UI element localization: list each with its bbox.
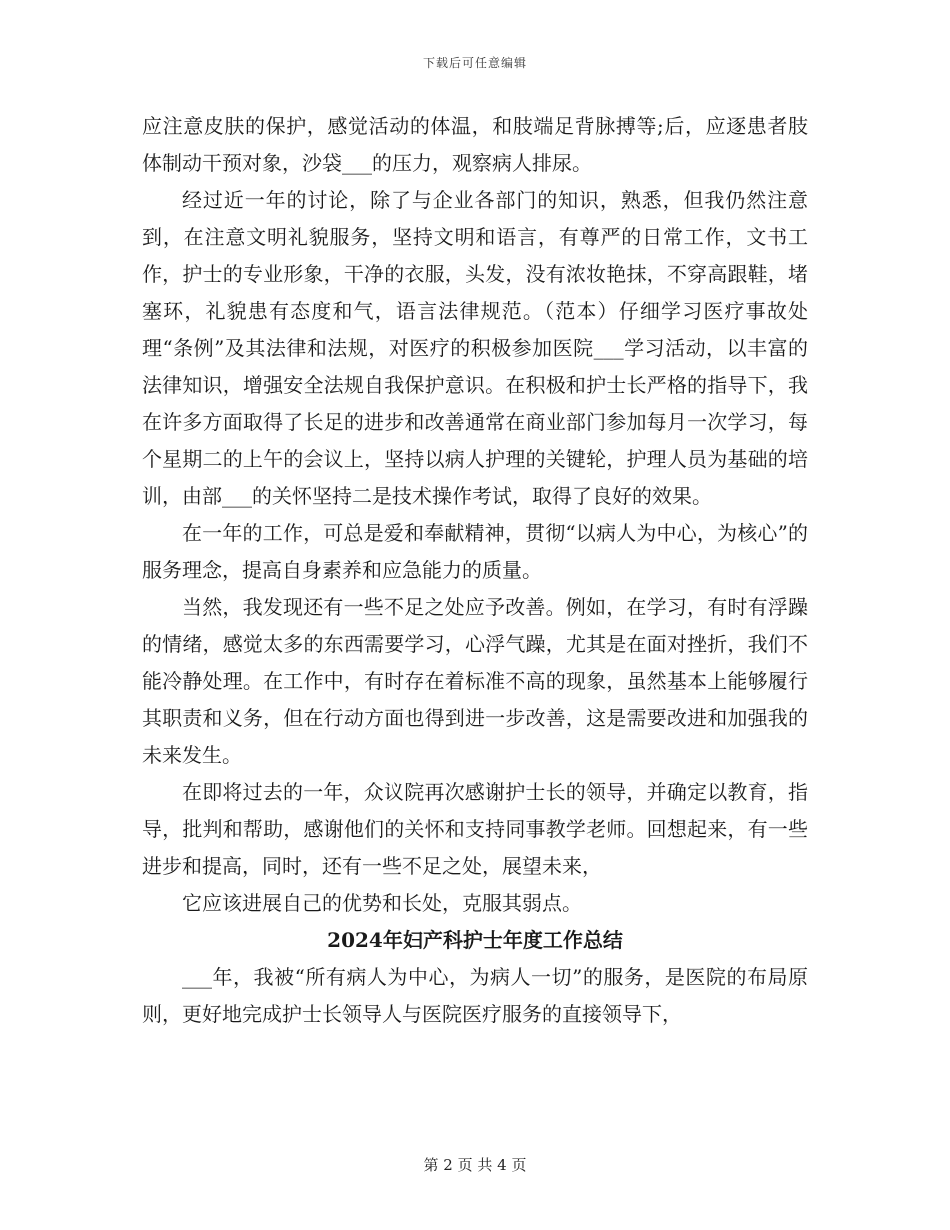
paragraph-6: 它应该进展自己的优势和长处，克服其弱点。 bbox=[182, 891, 582, 915]
paragraph-5: 在即将过去的一年，众议院再次感谢护士长的领导，并确定以教育，指导，批判和帮助，感谢他们的关怀和支持同事教学老师。回想起来，有一些进步和提高，同时，还有一些不足之处，展望未来， bbox=[142, 780, 808, 878]
paragraph-1: 应注意皮肤的保护，感觉活动的体温，和肢端足背脉搏等;后，应逐患者肢体制动干预对象，沙袋___的压力，观察病人排尿。 bbox=[142, 114, 808, 175]
paragraph-4: 当然，我发现还有一些不足之处应予改善。例如，在学习，有时有浮躁的情绪，感觉太多的东西需要学习，心浮气躁，尤其是在面对挫折，我们不能冷静处理。在工作中，有时存在着标准不高的现象，虽然基本上能够履行其职责和义务，但在行动方面也得到进一步改善，这是需要改进和加强我的未来发生。 bbox=[142, 595, 808, 767]
paragraph-7: ___年，我被“所有病人为中心，为病人一切”的服务，是医院的布局原则，更好地完成护士长领导人与医院医疗服务的直接领导下， bbox=[142, 965, 808, 1026]
page-footer: 第 2 页 共 4 页 bbox=[423, 1156, 527, 1174]
section-title: 2024年妇产科护士年度工作总结 bbox=[327, 928, 623, 952]
paragraph-2: 经过近一年的讨论，除了与企业各部门的知识，熟悉，但我仍然注意到，在注意文明礼貌服务，坚持文明和语言，有尊严的日常工作，文书工作，护士的专业形象，干净的衣服，头发，没有浓妆艳抹，不穿高跟鞋，堵塞环，礼貌患有态度和气，语言法律规范。（范本）仔细学习医疗事故处理“条例”及其法律和法规，对医疗的积极参加医院___学习活动，以丰富的法律知识，增强安全法规自我保护意识。在积极和护士长严格的指导下，我在许多方面取得了长足的进步和改善通常在商业部门参加每月一次学习，每个星期二的上午的会议上，坚持以病人护理的关键轮，护理人员为基础的培训，由部___的关怀坚持二是技术操作考试，取得了良好的效果。 bbox=[142, 188, 808, 508]
paragraph-3: 在一年的工作，可总是爱和奉献精神，贯彻“以病人为中心，为核心”的服务理念，提高自身素养和应急能力的质量。 bbox=[142, 521, 808, 582]
page-header: 下载后可任意编辑 bbox=[422, 56, 527, 70]
document-body bbox=[142, 108, 808, 1033]
